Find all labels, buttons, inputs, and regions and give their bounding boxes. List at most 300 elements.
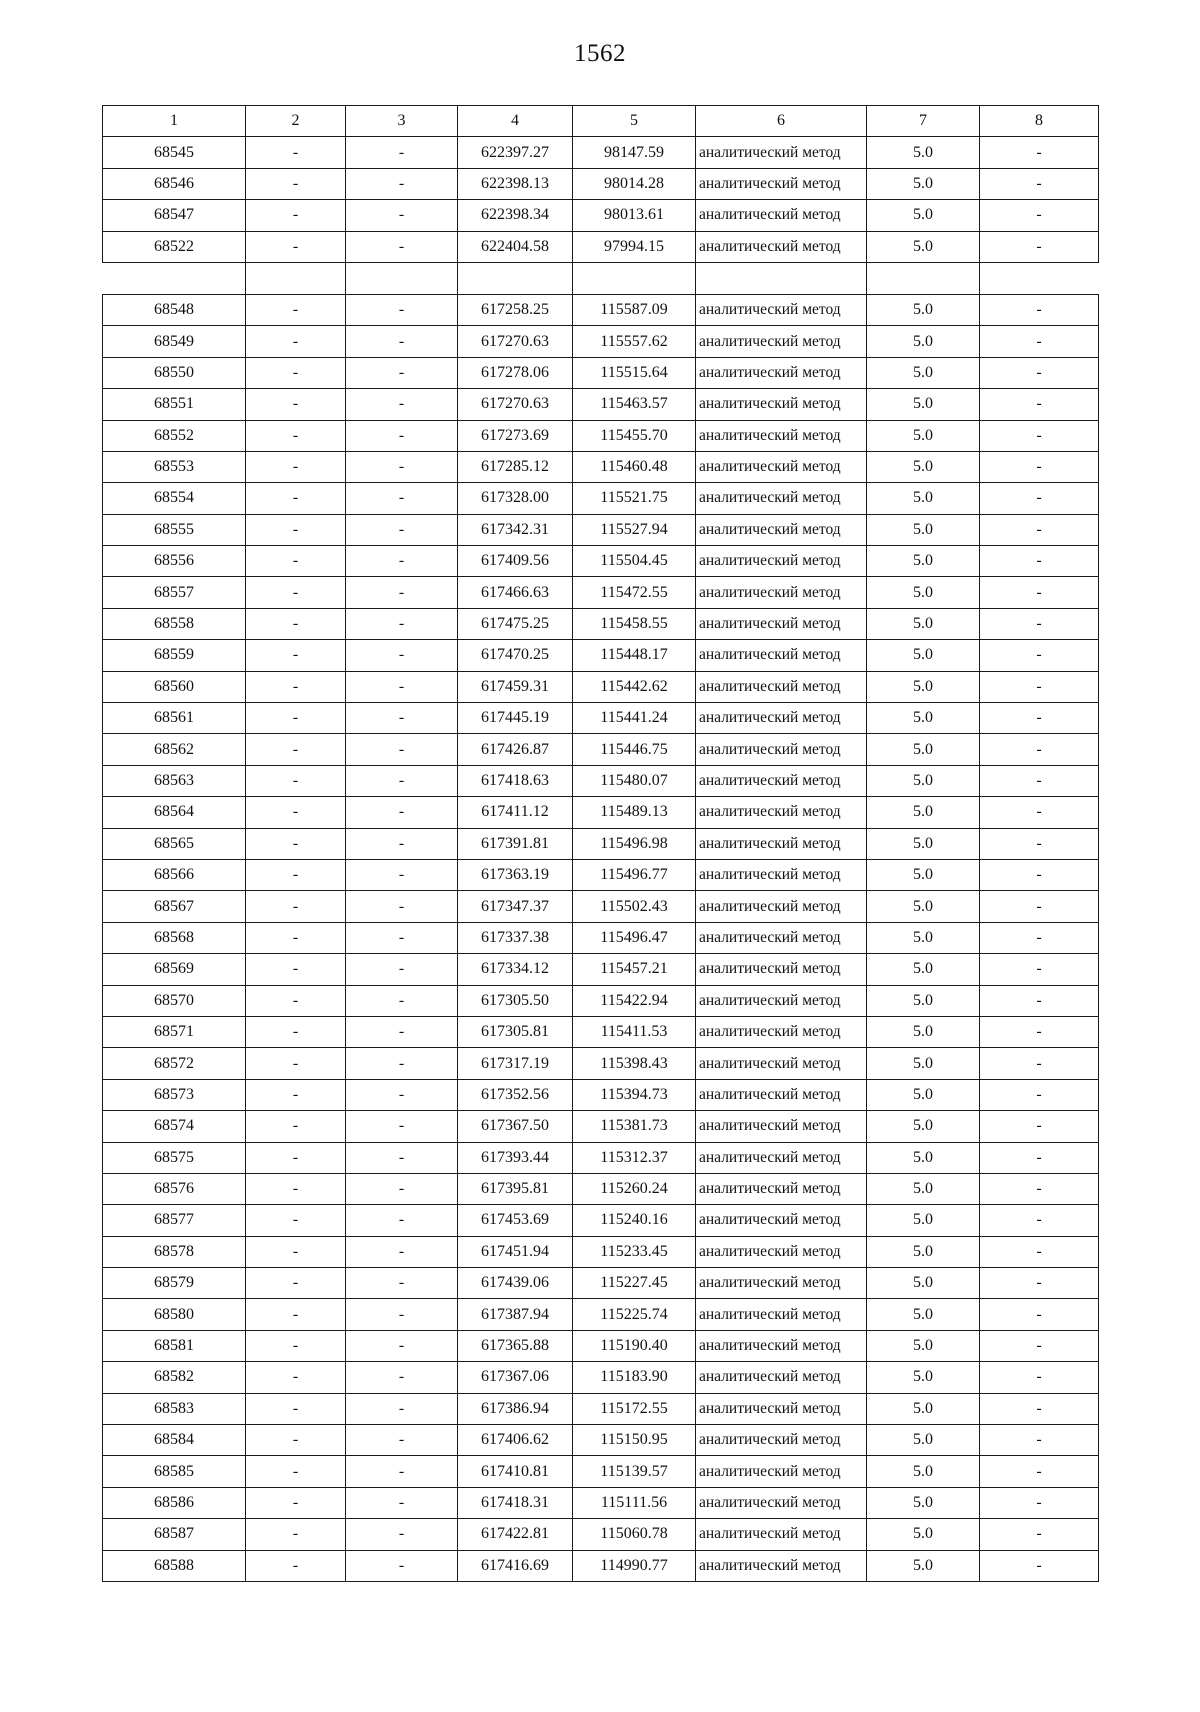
point-number-cell: 68581 (103, 1330, 246, 1361)
col-3-cell: - (346, 483, 458, 514)
spacer-row (103, 262, 1099, 294)
method-cell: аналитический метод (696, 1268, 867, 1299)
point-number-cell: 68577 (103, 1205, 246, 1236)
col-3-cell: - (346, 1299, 458, 1330)
col-3-cell: - (346, 200, 458, 231)
header-row (103, 106, 1099, 137)
coord-x-cell: 622397.27 (458, 137, 573, 168)
coord-y-cell: 115527.94 (573, 514, 696, 545)
method-cell: аналитический метод (696, 168, 867, 199)
point-number-cell: 68588 (103, 1550, 246, 1581)
coord-y-cell: 115111.56 (573, 1487, 696, 1518)
coord-x-cell: 617334.12 (458, 954, 573, 985)
col-2-cell: - (246, 1299, 346, 1330)
col-3-cell: - (346, 326, 458, 357)
point-number-cell: 68554 (103, 483, 246, 514)
method-cell: аналитический метод (696, 797, 867, 828)
col-2-cell: - (246, 985, 346, 1016)
coord-x-cell: 617406.62 (458, 1425, 573, 1456)
accuracy-cell: 5.0 (867, 231, 980, 262)
point-number-cell: 68567 (103, 891, 246, 922)
col-2-cell: - (246, 1456, 346, 1487)
point-number-cell: 68561 (103, 703, 246, 734)
method-cell: аналитический метод (696, 294, 867, 325)
method-cell: аналитический метод (696, 1425, 867, 1456)
col-3-cell: - (346, 1205, 458, 1236)
table-row (103, 859, 1099, 890)
col-8-cell: - (980, 954, 1099, 985)
col-2-cell: - (246, 451, 346, 482)
col-8-cell: - (980, 389, 1099, 420)
coord-x-cell: 617418.31 (458, 1487, 573, 1518)
col-3-cell: - (346, 1142, 458, 1173)
coord-y-cell: 115441.24 (573, 703, 696, 734)
point-number-cell: 68568 (103, 922, 246, 953)
method-cell: аналитический метод (696, 828, 867, 859)
point-number-cell: 68551 (103, 389, 246, 420)
point-number-cell: 68565 (103, 828, 246, 859)
table-row (103, 608, 1099, 639)
coord-x-cell: 622404.58 (458, 231, 573, 262)
col-2-cell: - (246, 294, 346, 325)
point-number-cell: 68579 (103, 1268, 246, 1299)
col-8-cell: - (980, 1111, 1099, 1142)
col-8-cell: - (980, 357, 1099, 388)
accuracy-cell: 5.0 (867, 1016, 980, 1047)
coord-x-cell: 617445.19 (458, 703, 573, 734)
method-cell: аналитический метод (696, 765, 867, 796)
point-number-cell: 68571 (103, 1016, 246, 1047)
col-3-cell: - (346, 137, 458, 168)
table-row (103, 1425, 1099, 1456)
col-2-cell: - (246, 546, 346, 577)
coord-x-cell: 617367.06 (458, 1362, 573, 1393)
col-8-cell: - (980, 546, 1099, 577)
col-8-cell: - (980, 734, 1099, 765)
table-row (103, 451, 1099, 482)
col-8-cell: - (980, 859, 1099, 890)
accuracy-cell: 5.0 (867, 640, 980, 671)
table-row (103, 1362, 1099, 1393)
accuracy-cell: 5.0 (867, 703, 980, 734)
coord-x-cell: 617439.06 (458, 1268, 573, 1299)
coord-x-cell: 617273.69 (458, 420, 573, 451)
coord-y-cell: 115489.13 (573, 797, 696, 828)
accuracy-cell: 5.0 (867, 954, 980, 985)
accuracy-cell: 5.0 (867, 1299, 980, 1330)
method-cell: аналитический метод (696, 514, 867, 545)
method-cell: 6 (696, 106, 867, 137)
col-2-cell: 2 (246, 106, 346, 137)
method-cell: аналитический метод (696, 1205, 867, 1236)
col-2-cell: - (246, 1205, 346, 1236)
coord-y-cell: 115183.90 (573, 1362, 696, 1393)
col-2-cell: - (246, 137, 346, 168)
table-row (103, 514, 1099, 545)
table-row (103, 1205, 1099, 1236)
accuracy-cell: 5.0 (867, 577, 980, 608)
accuracy-cell: 5.0 (867, 891, 980, 922)
method-cell: аналитический метод (696, 357, 867, 388)
table-row (103, 734, 1099, 765)
col-2-cell: - (246, 954, 346, 985)
accuracy-cell: 5.0 (867, 1236, 980, 1267)
col-8-cell: - (980, 1299, 1099, 1330)
col-8-cell: - (980, 765, 1099, 796)
point-number-cell: 68583 (103, 1393, 246, 1424)
empty-cell (867, 262, 980, 294)
col-8-cell: - (980, 1048, 1099, 1079)
accuracy-cell: 5.0 (867, 1268, 980, 1299)
method-cell: аналитический метод (696, 137, 867, 168)
col-3-cell: - (346, 1425, 458, 1456)
col-8-cell: - (980, 1487, 1099, 1518)
col-3-cell: - (346, 294, 458, 325)
col-2-cell: - (246, 389, 346, 420)
method-cell: аналитический метод (696, 1550, 867, 1581)
table-row (103, 1487, 1099, 1518)
accuracy-cell: 5.0 (867, 1111, 980, 1142)
point-number-cell: 68558 (103, 608, 246, 639)
coord-x-cell: 617426.87 (458, 734, 573, 765)
col-3-cell: - (346, 451, 458, 482)
col-2-cell: - (246, 1142, 346, 1173)
accuracy-cell: 5.0 (867, 1142, 980, 1173)
method-cell: аналитический метод (696, 1236, 867, 1267)
col-8-cell: - (980, 1362, 1099, 1393)
col-8-cell: - (980, 483, 1099, 514)
accuracy-cell: 5.0 (867, 1330, 980, 1361)
col-3-cell: - (346, 1173, 458, 1204)
coord-y-cell: 115139.57 (573, 1456, 696, 1487)
coord-y-cell: 115446.75 (573, 734, 696, 765)
table-row (103, 577, 1099, 608)
coord-y-cell: 115411.53 (573, 1016, 696, 1047)
coord-y-cell: 115227.45 (573, 1268, 696, 1299)
col-3-cell: - (346, 1487, 458, 1518)
table-row (103, 1393, 1099, 1424)
coord-x-cell: 617328.00 (458, 483, 573, 514)
method-cell: аналитический метод (696, 1299, 867, 1330)
col-2-cell: - (246, 797, 346, 828)
point-number-cell: 68582 (103, 1362, 246, 1393)
table-row (103, 765, 1099, 796)
col-3-cell: - (346, 546, 458, 577)
col-3-cell: - (346, 420, 458, 451)
coord-y-cell: 115587.09 (573, 294, 696, 325)
col-3-cell: - (346, 1268, 458, 1299)
accuracy-cell: 5.0 (867, 357, 980, 388)
coord-x-cell: 617363.19 (458, 859, 573, 890)
col-2-cell: - (246, 1519, 346, 1550)
col-3-cell: - (346, 1236, 458, 1267)
col-2-cell: - (246, 200, 346, 231)
coord-y-cell: 115448.17 (573, 640, 696, 671)
col-3-cell: - (346, 1456, 458, 1487)
col-2-cell: - (246, 1362, 346, 1393)
col-8-cell: - (980, 137, 1099, 168)
point-number-cell: 68545 (103, 137, 246, 168)
coord-y-cell: 115190.40 (573, 1330, 696, 1361)
coord-x-cell: 617475.25 (458, 608, 573, 639)
coord-y-cell: 115442.62 (573, 671, 696, 702)
point-number-cell: 68584 (103, 1425, 246, 1456)
col-8-cell: - (980, 1205, 1099, 1236)
coord-x-cell: 617466.63 (458, 577, 573, 608)
coord-y-cell: 115240.16 (573, 1205, 696, 1236)
method-cell: аналитический метод (696, 1456, 867, 1487)
method-cell: аналитический метод (696, 1330, 867, 1361)
coord-x-cell: 617258.25 (458, 294, 573, 325)
method-cell: аналитический метод (696, 326, 867, 357)
col-3-cell: - (346, 608, 458, 639)
table-row (103, 703, 1099, 734)
coord-x-cell: 622398.34 (458, 200, 573, 231)
col-2-cell: - (246, 891, 346, 922)
coord-y-cell: 115504.45 (573, 546, 696, 577)
point-number-cell: 68586 (103, 1487, 246, 1518)
table-row (103, 671, 1099, 702)
col-8-cell: - (980, 922, 1099, 953)
method-cell: аналитический метод (696, 1393, 867, 1424)
col-3-cell: - (346, 1016, 458, 1047)
accuracy-cell: 5.0 (867, 797, 980, 828)
point-number-cell: 68546 (103, 168, 246, 199)
table-body (103, 106, 1099, 1582)
table-row (103, 546, 1099, 577)
coord-y-cell: 115472.55 (573, 577, 696, 608)
col-3-cell: - (346, 640, 458, 671)
coord-y-cell: 115458.55 (573, 608, 696, 639)
col-8-cell: - (980, 1142, 1099, 1173)
coord-y-cell: 115496.98 (573, 828, 696, 859)
method-cell: аналитический метод (696, 200, 867, 231)
table-row (103, 389, 1099, 420)
col-3-cell: - (346, 514, 458, 545)
col-8-cell: - (980, 891, 1099, 922)
method-cell: аналитический метод (696, 1487, 867, 1518)
accuracy-cell: 5.0 (867, 859, 980, 890)
col-3-cell: - (346, 985, 458, 1016)
col-8-cell: - (980, 828, 1099, 859)
method-cell: аналитический метод (696, 1142, 867, 1173)
empty-cell (458, 262, 573, 294)
col-2-cell: - (246, 765, 346, 796)
coord-x-cell: 617367.50 (458, 1111, 573, 1142)
coord-y-cell: 115521.75 (573, 483, 696, 514)
method-cell: аналитический метод (696, 671, 867, 702)
coord-x-cell: 617337.38 (458, 922, 573, 953)
table-row (103, 797, 1099, 828)
point-number-cell: 68522 (103, 231, 246, 262)
col-2-cell: - (246, 1048, 346, 1079)
point-number-cell: 68555 (103, 514, 246, 545)
col-2-cell: - (246, 640, 346, 671)
accuracy-cell: 5.0 (867, 828, 980, 859)
col-3-cell: - (346, 703, 458, 734)
coord-x-cell: 617459.31 (458, 671, 573, 702)
coord-y-cell: 115557.62 (573, 326, 696, 357)
col-2-cell: - (246, 1393, 346, 1424)
coord-y-cell: 115150.95 (573, 1425, 696, 1456)
col-2-cell: - (246, 1487, 346, 1518)
col-3-cell: - (346, 1362, 458, 1393)
empty-cell (246, 262, 346, 294)
method-cell: аналитический метод (696, 1173, 867, 1204)
method-cell: аналитический метод (696, 922, 867, 953)
point-number-cell: 68559 (103, 640, 246, 671)
coord-y-cell: 115502.43 (573, 891, 696, 922)
table-row (103, 294, 1099, 325)
coord-y-cell: 115060.78 (573, 1519, 696, 1550)
col-3-cell: - (346, 1550, 458, 1581)
col-2-cell: - (246, 357, 346, 388)
accuracy-cell: 5.0 (867, 1393, 980, 1424)
coord-y-cell: 115460.48 (573, 451, 696, 482)
accuracy-cell: 5.0 (867, 922, 980, 953)
col-8-cell: - (980, 1268, 1099, 1299)
col-2-cell: - (246, 231, 346, 262)
coord-x-cell: 617395.81 (458, 1173, 573, 1204)
empty-cell (103, 262, 246, 294)
col-2-cell: - (246, 671, 346, 702)
point-number-cell: 68578 (103, 1236, 246, 1267)
point-number-cell: 68560 (103, 671, 246, 702)
coord-y-cell: 115515.64 (573, 357, 696, 388)
point-number-cell: 68570 (103, 985, 246, 1016)
table-row (103, 1048, 1099, 1079)
method-cell: аналитический метод (696, 891, 867, 922)
coord-y-cell: 114990.77 (573, 1550, 696, 1581)
col-2-cell: - (246, 828, 346, 859)
col-2-cell: - (246, 734, 346, 765)
point-number-cell: 68553 (103, 451, 246, 482)
coord-x-cell: 617410.81 (458, 1456, 573, 1487)
col-3-cell: - (346, 797, 458, 828)
col-8-cell: - (980, 1236, 1099, 1267)
method-cell: аналитический метод (696, 640, 867, 671)
method-cell: аналитический метод (696, 1016, 867, 1047)
col-3-cell: - (346, 577, 458, 608)
accuracy-cell: 5.0 (867, 294, 980, 325)
coord-x-cell: 617342.31 (458, 514, 573, 545)
col-2-cell: - (246, 1236, 346, 1267)
accuracy-cell: 5.0 (867, 1456, 980, 1487)
coord-x-cell: 617270.63 (458, 389, 573, 420)
method-cell: аналитический метод (696, 1362, 867, 1393)
method-cell: аналитический метод (696, 1048, 867, 1079)
coord-y-cell: 115225.74 (573, 1299, 696, 1330)
method-cell: аналитический метод (696, 389, 867, 420)
point-number-cell: 68557 (103, 577, 246, 608)
coord-y-cell: 98147.59 (573, 137, 696, 168)
accuracy-cell: 5.0 (867, 1425, 980, 1456)
empty-cell (573, 262, 696, 294)
point-number-cell: 68587 (103, 1519, 246, 1550)
point-number-cell: 68573 (103, 1079, 246, 1110)
point-number-cell: 68550 (103, 357, 246, 388)
coord-y-cell: 115455.70 (573, 420, 696, 451)
col-2-cell: - (246, 483, 346, 514)
table-row (103, 891, 1099, 922)
accuracy-cell: 7 (867, 106, 980, 137)
coordinates-table (102, 105, 1099, 1582)
table-row (103, 168, 1099, 199)
accuracy-cell: 5.0 (867, 1550, 980, 1581)
col-2-cell: - (246, 326, 346, 357)
col-8-cell: - (980, 200, 1099, 231)
col-3-cell: 3 (346, 106, 458, 137)
method-cell: аналитический метод (696, 859, 867, 890)
col-2-cell: - (246, 608, 346, 639)
table-row (103, 1173, 1099, 1204)
empty-cell (980, 262, 1099, 294)
table-row (103, 1330, 1099, 1361)
table-row (103, 1236, 1099, 1267)
col-8-cell: - (980, 1425, 1099, 1456)
col-3-cell: - (346, 1111, 458, 1142)
col-8-cell: - (980, 326, 1099, 357)
col-3-cell: - (346, 389, 458, 420)
method-cell: аналитический метод (696, 734, 867, 765)
table-row (103, 985, 1099, 1016)
table-row (103, 326, 1099, 357)
accuracy-cell: 5.0 (867, 389, 980, 420)
coord-x-cell: 617317.19 (458, 1048, 573, 1079)
col-8-cell: - (980, 420, 1099, 451)
table-row (103, 200, 1099, 231)
col-2-cell: - (246, 1330, 346, 1361)
accuracy-cell: 5.0 (867, 985, 980, 1016)
point-number-cell: 68575 (103, 1142, 246, 1173)
col-3-cell: - (346, 891, 458, 922)
coord-y-cell: 115463.57 (573, 389, 696, 420)
method-cell: аналитический метод (696, 577, 867, 608)
col-8-cell: - (980, 1393, 1099, 1424)
method-cell: аналитический метод (696, 1111, 867, 1142)
method-cell: аналитический метод (696, 985, 867, 1016)
col-8-cell: - (980, 514, 1099, 545)
table-row (103, 1550, 1099, 1581)
col-8-cell: - (980, 1173, 1099, 1204)
point-number-cell: 68548 (103, 294, 246, 325)
coord-y-cell: 115422.94 (573, 985, 696, 1016)
col-3-cell: - (346, 828, 458, 859)
col-2-cell: - (246, 1016, 346, 1047)
col-3-cell: - (346, 1330, 458, 1361)
point-number-cell: 68580 (103, 1299, 246, 1330)
empty-cell (346, 262, 458, 294)
col-8-cell: - (980, 1550, 1099, 1581)
method-cell: аналитический метод (696, 231, 867, 262)
accuracy-cell: 5.0 (867, 420, 980, 451)
accuracy-cell: 5.0 (867, 1519, 980, 1550)
coord-x-cell: 622398.13 (458, 168, 573, 199)
col-2-cell: - (246, 1173, 346, 1204)
method-cell: аналитический метод (696, 608, 867, 639)
col-8-cell: - (980, 451, 1099, 482)
coord-x-cell: 617411.12 (458, 797, 573, 828)
accuracy-cell: 5.0 (867, 451, 980, 482)
accuracy-cell: 5.0 (867, 1487, 980, 1518)
point-number-cell: 68574 (103, 1111, 246, 1142)
col-2-cell: - (246, 1550, 346, 1581)
accuracy-cell: 5.0 (867, 1362, 980, 1393)
accuracy-cell: 5.0 (867, 168, 980, 199)
table-row (103, 483, 1099, 514)
coord-y-cell: 115496.47 (573, 922, 696, 953)
accuracy-cell: 5.0 (867, 671, 980, 702)
